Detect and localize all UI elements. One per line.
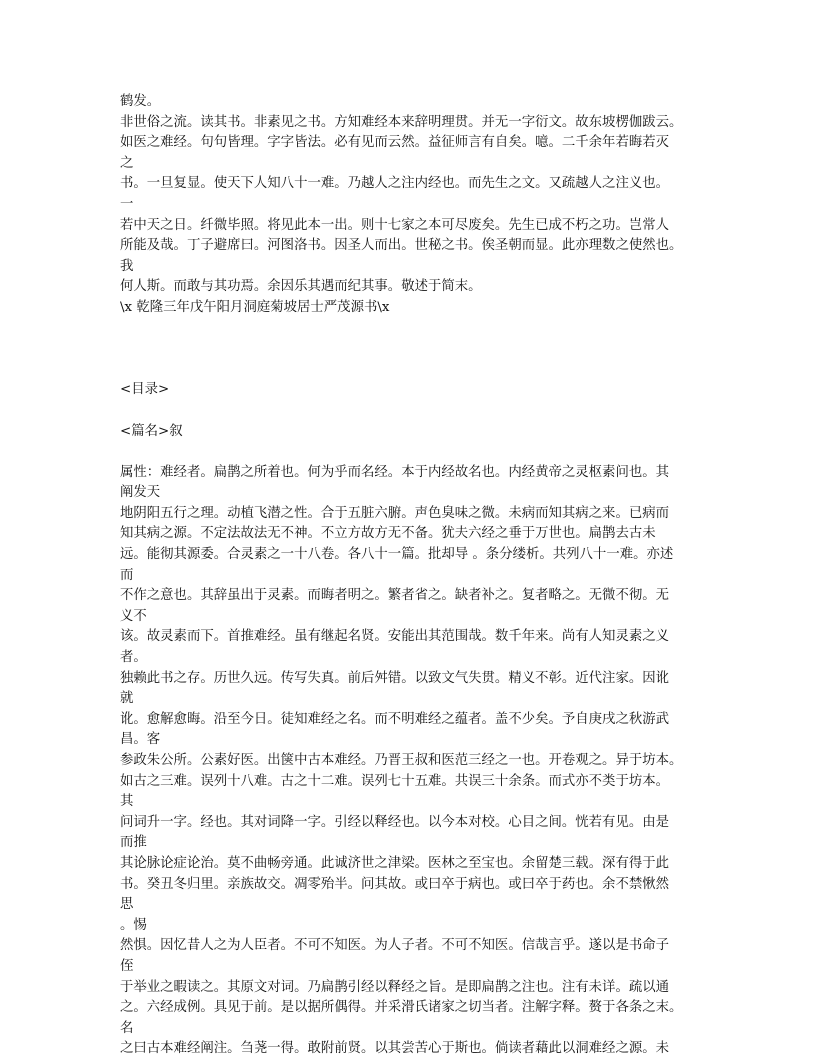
spacer bbox=[120, 401, 700, 422]
text-line: 昌。客 bbox=[120, 732, 161, 748]
text-line: 。惕 bbox=[120, 917, 147, 933]
text-line: 一 bbox=[120, 196, 134, 212]
text-line: \x 乾隆三年戊午阳月洞庭菊坡居士严茂源书\x bbox=[120, 299, 390, 315]
text-line: 不作之意也。其辞虽出于灵素。而晦者明之。繁者省之。缺者补之。复者略之。无微不彻。无 bbox=[120, 588, 670, 604]
text-line: 义不 bbox=[120, 608, 147, 624]
text-line: 鹤发。 bbox=[120, 94, 161, 109]
text-line: 讹。愈解愈晦。沿至今日。徒知难经之名。而不明难经之蕴者。盖不少矣。予自庚戌之秋游武 bbox=[120, 711, 670, 727]
text-line: 参政朱公所。公素好医。出箧中古本难经。乃晋王叔和医范三经之一也。开卷观之。异于坊本。 bbox=[120, 753, 683, 768]
text-line: 阐发天 bbox=[120, 485, 161, 501]
text-line: 然惧。因忆昔人之为人臣者。不可不知医。为人子者。不可不知医。信哉言乎。遂以是书命子 bbox=[120, 938, 670, 954]
text-line: 侄 bbox=[120, 958, 134, 974]
text-line: 之。六经成例。具见于前。是以据所偶得。并采滑氏诸家之切当者。注解字释。赘于各条之末。 bbox=[120, 1000, 683, 1016]
text-line: 其论脉论症论治。莫不曲畅旁通。此诚济世之津梁。医林之至宝也。余留楚三载。深有得于此 bbox=[120, 855, 670, 871]
chapter-heading: <篇名>叙 bbox=[120, 423, 183, 439]
text-line: 思 bbox=[120, 897, 134, 913]
text-line: 于举业之暇读之。其原文对词。乃扁鹊引经以释经之旨。是即扁鹊之注也。注有未详。疏以通 bbox=[120, 979, 670, 995]
spacer bbox=[120, 339, 700, 360]
text-line: 属性：难经者。扁鹊之所着也。何为乎而名经。本于内经故名也。内经黄帝之灵枢素问也。其 bbox=[120, 464, 670, 480]
text-line: 远。能彻其源委。合灵素之一十八卷。各八十一篇。批却导 。条分缕析。共列八十一难。亦述 bbox=[120, 547, 674, 563]
text-line: 书。一旦复显。使天下人知八十一难。乃越人之注内经也。而先生之文。又疏越人之注义也。 bbox=[120, 176, 670, 192]
text-line: 我 bbox=[120, 258, 134, 274]
text-line: 就 bbox=[120, 691, 134, 707]
text-line: 该。故灵素而下。首推难经。虽有继起名贤。安能出其范围哉。数千年来。尚有人知灵素之义 bbox=[120, 629, 670, 645]
text-line: 问词升一字。经也。其对词降一字。引经以释经也。以今本对校。心目之间。恍若有见。由是 bbox=[120, 814, 670, 830]
text-line: 其 bbox=[120, 794, 134, 810]
text-line: 所能及哉。丁子避席曰。河图洛书。因圣人而出。世秘之书。俟圣朝而显。此亦理数之使然也。 bbox=[120, 238, 683, 254]
text-line: 独赖此书之存。历世久远。传写失真。前后舛错。以致文气失贯。精义不彰。近代注家。因讹 bbox=[120, 670, 670, 686]
text-line: 之 bbox=[120, 155, 134, 171]
spacer bbox=[120, 319, 700, 340]
text-line: 书。癸丑冬归里。亲族故交。凋零殆半。问其故。或曰卒于病也。或曰卒于药也。余不禁愀然 bbox=[120, 876, 670, 892]
spacer bbox=[120, 442, 700, 463]
text-line: 非世俗之流。读其书。非素见之书。方知难经本来辞明理贯。并无一字衍文。故东坡楞伽跋云。 bbox=[120, 114, 683, 130]
text-line: 知其病之源。不定法故法无不神。不立方故方无不备。犹夫六经之垂于万世也。扁鹊去古未 bbox=[120, 526, 656, 542]
text-line: 而推 bbox=[120, 835, 147, 851]
text-line: 何人斯。而敢与其功焉。余因乐其遇而纪其事。敬述于简末。 bbox=[120, 279, 482, 295]
text-line: 之曰古本难经阐注。刍荛一得。敢附前贤。以其尝苦心于斯也。倘读者藉此以洞难经之源。未 bbox=[120, 1041, 670, 1057]
text-line: 名 bbox=[120, 1020, 134, 1036]
text-line: 如古之三难。误列十八难。古之十二难。误列七十五难。共误三十余条。而式亦不类于坊本。 bbox=[120, 773, 670, 789]
text-line: 者。 bbox=[120, 650, 147, 666]
preface-section bbox=[120, 92, 700, 319]
text-line: 地阴阳五行之理。动植飞潜之性。合于五脏六腑。声色臭味之微。未病而知其病之来。已病而 bbox=[120, 505, 670, 521]
body-section bbox=[120, 463, 700, 1060]
spacer bbox=[120, 360, 700, 381]
text-line: 而 bbox=[120, 567, 134, 583]
document-page bbox=[120, 92, 700, 1060]
toc-heading: <目录> bbox=[120, 382, 170, 398]
text-line: 如医之难经。句句皆理。字字皆法。必有见而云然。益征师言有自矣。噫。二千余年若晦若灭 bbox=[120, 135, 670, 151]
text-line: 若中天之日。纤微毕照。将见此本一出。则十七家之本可尽废矣。先生已成不朽之功。岂常人 bbox=[120, 217, 670, 233]
